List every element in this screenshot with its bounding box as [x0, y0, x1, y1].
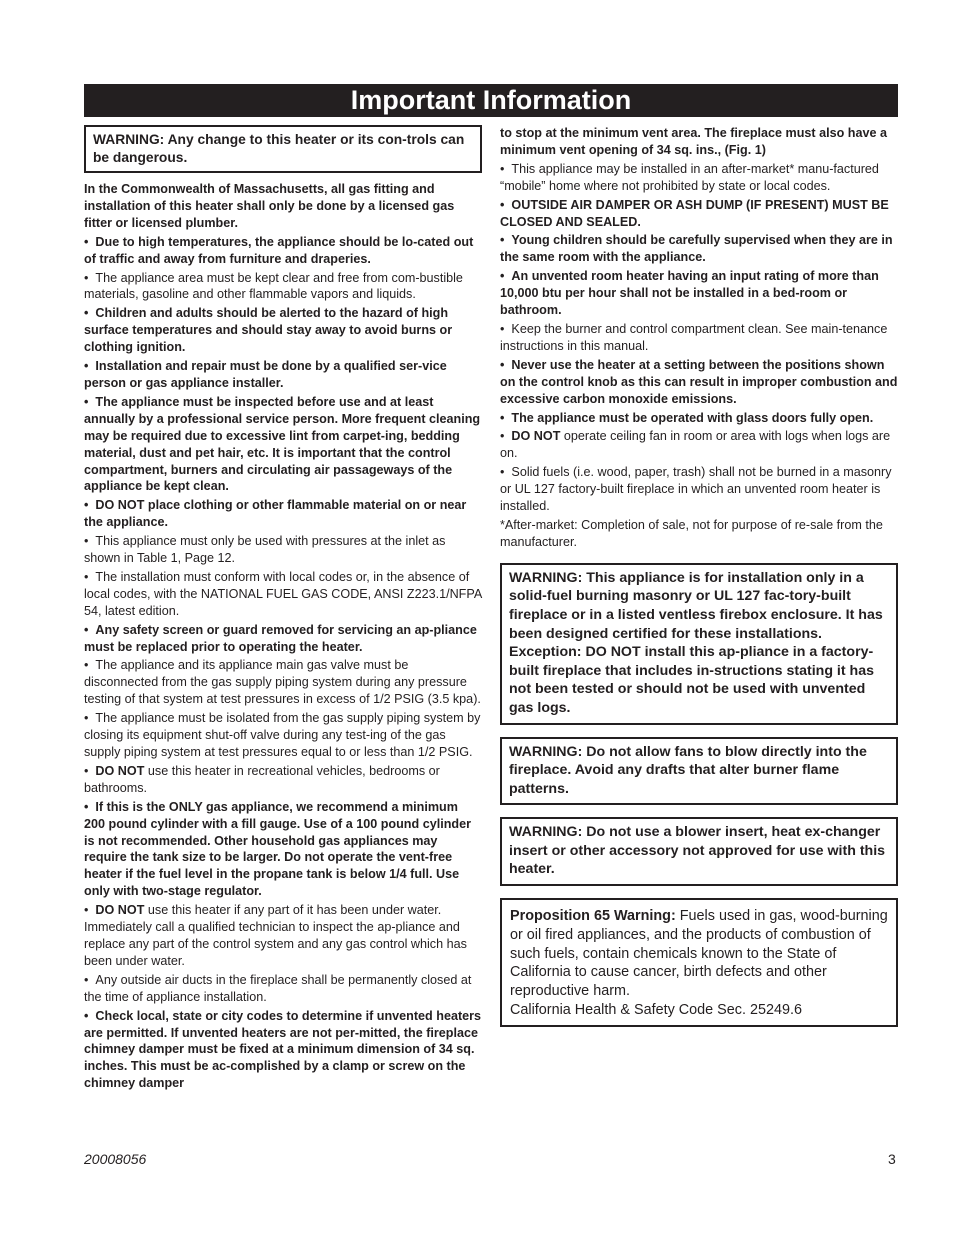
paragraph-text: If this is the ONLY gas appliance, we recommend a minimum 200 pound cylinder with a fill gauge. Use of a 100 pound cylinder is not recommended. Other household gas appliances may require the tank size to be larger. Do not operate the vent-free heater if the fuel level in the propane tank is below 1/4 full. Use only with two-stage regulator.: [84, 799, 471, 899]
paragraph-text: The appliance must be inspected before use and at least annually by a professional service person. More frequent cleaning may be required due to excessive lint from carpet-ing, bedding material, dust and pet hair, etc. It is important that the control compartment, burners and circulating air passageways of the appliance be kept clean.: [84, 394, 481, 494]
paragraph: [500, 410, 898, 427]
warning-box-fans: WARNING: Do not allow fans to blow directly into the fireplace. Avoid any drafts that alter burner flame patterns.: [500, 737, 898, 806]
paragraph-text: DO NOT place clothing or other flammable material on or near the appliance.: [84, 498, 467, 530]
paragraph: [84, 1008, 482, 1093]
paragraph-lead: DO NOT: [95, 903, 145, 918]
paragraph-text: Solid fuels (i.e. wood, paper, trash) shall not be burned in a masonry or UL 127 factory-built fireplace in which an unvented room heater is installed.: [500, 465, 892, 514]
paragraph: [84, 622, 482, 656]
paragraph-text: Keep the burner and control compartment clean. See main-tenance instructions in this manual.: [500, 321, 888, 353]
paragraph: [84, 181, 482, 232]
right-column: [500, 125, 898, 1027]
paragraph-text: operate ceiling fan in room or area with logs when logs are on.: [500, 429, 891, 461]
paragraph: [500, 161, 898, 195]
proposition-65-box: [500, 898, 898, 1027]
paragraph-lead: DO NOT: [95, 763, 145, 778]
paragraph: [500, 517, 898, 551]
warning-box-installation: WARNING: This appliance is for installation only in a solid-fuel burning masonry or UL 127 fac-tory-built fireplace or in a listed ventless firebox enclosure. It has been designed certified for these installations. Exception: DO NOT install this ap-pliance in a factory-built fireplace that includes in-structions stating it has not been tested or should not be used with unvented gas logs.: [500, 563, 898, 725]
prop65-lead: Proposition 65 Warning:: [510, 908, 676, 925]
paragraph: [84, 497, 482, 531]
paragraph: [84, 270, 482, 304]
paragraph-text: This appliance must only be used with pressures at the inlet as shown in Table 1, Page 12.: [84, 534, 446, 566]
paragraph: [84, 763, 482, 797]
paragraph-text: Children and adults should be alerted to the hazard of high surface temperatures and should stay away to avoid burns or clothing ignition.: [84, 306, 453, 355]
paragraph-text: OUTSIDE AIR DAMPER OR ASH DUMP (IF PRESENT) MUST BE CLOSED AND SEALED.: [500, 197, 889, 229]
paragraph-text: An unvented room heater having an input rating of more than 10,000 btu per hour shall not be installed in a bed-room or bathroom.: [500, 269, 879, 318]
paragraph: [84, 972, 482, 1006]
right-paragraphs: [500, 125, 898, 551]
warning-box-change-heater: WARNING: Any change to this heater or its con-trols can be dangerous.: [84, 125, 482, 173]
paragraph: [500, 197, 898, 231]
paragraph: [500, 464, 898, 515]
paragraph-text: Never use the heater at a setting between the positions shown on the control knob as this can result in improper combustion and excessive carbon monoxide emissions.: [500, 357, 898, 406]
paragraph-text: to stop at the minimum vent area. The fireplace must also have a minimum vent opening of 34 sq. ins., (Fig. 1): [500, 126, 888, 157]
paragraph-text: In the Commonwealth of Massachusetts, all gas fitting and installation of this heater shall only be done by a licensed gas fitter or licensed plumber.: [84, 182, 455, 230]
paragraph-text: This appliance may be installed in an after-market* manu-factured “mobile” home where not prohibited by state or local codes.: [500, 161, 879, 193]
paragraph-lead: DO NOT: [511, 429, 561, 444]
paragraph-text: Young children should be carefully supervised when they are in the same room with the appliance.: [500, 233, 893, 265]
paragraph-text: The appliance and its appliance main gas valve must be disconnected from the gas supply piping system during any pressure testing of that system at test pressures in excess of 1/2 PSIG (3.5 kpa).: [84, 658, 481, 707]
left-paragraphs: [84, 181, 482, 1092]
paragraph-text: Any outside air ducts in the fireplace shall be permanently closed at the time of appliance installation.: [84, 972, 472, 1004]
paragraph: [84, 799, 482, 900]
paragraph-text: The appliance must be isolated from the gas supply piping system by closing its equipment shut-off valve during any test-ing of the gas supply piping system at test pressures equal to or less than 1/2 PSIG.: [84, 711, 481, 759]
page-title: Important Information: [84, 84, 898, 117]
paragraph: [84, 394, 482, 495]
paragraph-text: The appliance must be operated with glass doors fully open.: [511, 410, 874, 425]
paragraph-text: use this heater if any part of it has been under water. Immediately call a qualified technician to inspect the ap-pliance and replace any part of the control system and any gas control which has been under water.: [84, 903, 467, 968]
paragraph-text: use this heater in recreational vehicles, bedrooms or bathrooms.: [84, 763, 440, 795]
prop65-code: California Health & Safety Code Sec. 25249.6: [510, 1002, 802, 1019]
paragraph: [500, 321, 898, 355]
paragraph: [84, 710, 482, 761]
document-number: 20008056: [84, 1151, 147, 1167]
paragraph: [500, 428, 898, 462]
paragraph-text: *After-market: Completion of sale, not for purpose of re-sale from the manufacturer.: [500, 517, 883, 549]
warning-box-blower: WARNING: Do not use a blower insert, heat ex-changer insert or other accessory not approved for use with this heater.: [500, 817, 898, 886]
paragraph-text: The installation must conform with local codes or, in the absence of local codes, with the NATIONAL FUEL GAS CODE, ANSI Z223.1/NFPA 54, latest edition.: [84, 569, 482, 618]
paragraph: [84, 533, 482, 567]
prop65-text: Fuels used in gas, wood-burning or oil fired appliances, and the products of combustion of such fuels, contain chemicals known to the State of California to cause cancer, birth defects and other reproductive harm.: [510, 908, 888, 1000]
paragraph: [500, 125, 898, 159]
page-number: 3: [888, 1151, 896, 1167]
paragraph-text: The appliance area must be kept clear and free from com-bustible materials, gasoline and other flammable vapors and liquids.: [84, 270, 463, 302]
paragraph: [84, 358, 482, 392]
paragraph: [84, 569, 482, 620]
paragraph: [500, 268, 898, 319]
paragraph: [500, 357, 898, 408]
paragraph-text: Check local, state or city codes to determine if unvented heaters are permitted. If unvented heaters are not per-mitted, the fireplace chimney damper must be fixed at a minimum dimension of 34 sq. inches. This must be ac-complished by a clamp or screw on the chimney damper: [84, 1008, 482, 1091]
paragraph-text: Due to high temperatures, the appliance should be lo-cated out of traffic and away from furniture and draperies.: [84, 234, 474, 266]
paragraph-text: Installation and repair must be done by a qualified ser-vice person or gas appliance installer.: [84, 359, 447, 390]
paragraph: [84, 902, 482, 970]
paragraph: [500, 232, 898, 266]
paragraph-text: Any safety screen or guard removed for servicing an ap-pliance must be replaced prior to operating the heater.: [84, 622, 477, 654]
paragraph: [84, 305, 482, 356]
paragraph: [84, 234, 482, 268]
paragraph: [84, 657, 482, 708]
left-column: [84, 125, 482, 1094]
